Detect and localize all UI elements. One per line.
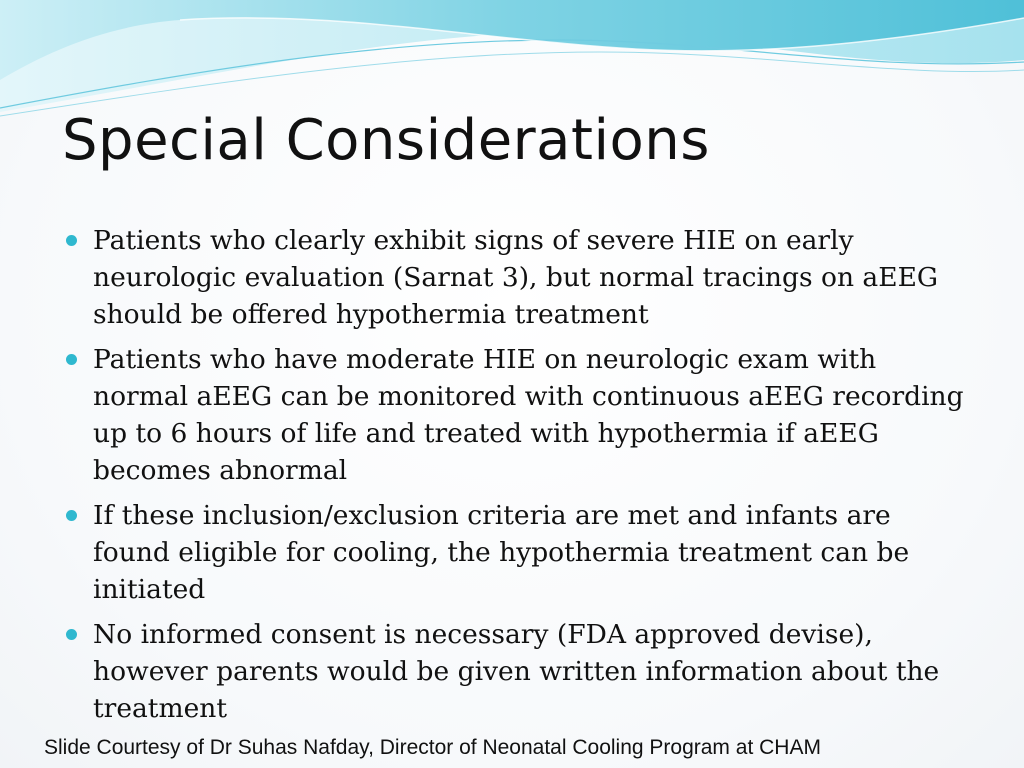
bullet-item: [62, 497, 967, 608]
bullet-text: No informed consent is necessary (FDA approved devise), however parents would be given written information about the treatment: [93, 619, 940, 724]
slide-footer-credit: Slide Courtesy of Dr Suhas Nafday, Director of Neonatal Cooling Program at CHAM: [44, 736, 821, 759]
bullet-dot-icon: [66, 629, 77, 640]
bullet-item: [62, 222, 967, 333]
bullet-text: Patients who have moderate HIE on neurologic exam with normal aEEG can be monitored with continuous aEEG recording up to 6 hours of life and treated with hypothermia if aEEG becomes abnormal: [93, 344, 964, 486]
bullet-item: [62, 616, 967, 727]
bullet-dot-icon: [66, 235, 77, 246]
slide-title: Special Considerations: [62, 108, 710, 173]
bullet-text: If these inclusion/exclusion criteria are met and infants are found eligible for cooling, the hypothermia treatment can be initiated: [93, 500, 910, 605]
bullet-item: [62, 341, 967, 489]
bullet-text: Patients who clearly exhibit signs of severe HIE on early neurologic evaluation (Sarnat 3), but normal tracings on aEEG should be offered hypothermia treatment: [93, 225, 939, 330]
header-wave-decoration: [0, 0, 1024, 120]
bullet-list: [62, 222, 967, 735]
bullet-dot-icon: [66, 510, 77, 521]
bullet-dot-icon: [66, 354, 77, 365]
